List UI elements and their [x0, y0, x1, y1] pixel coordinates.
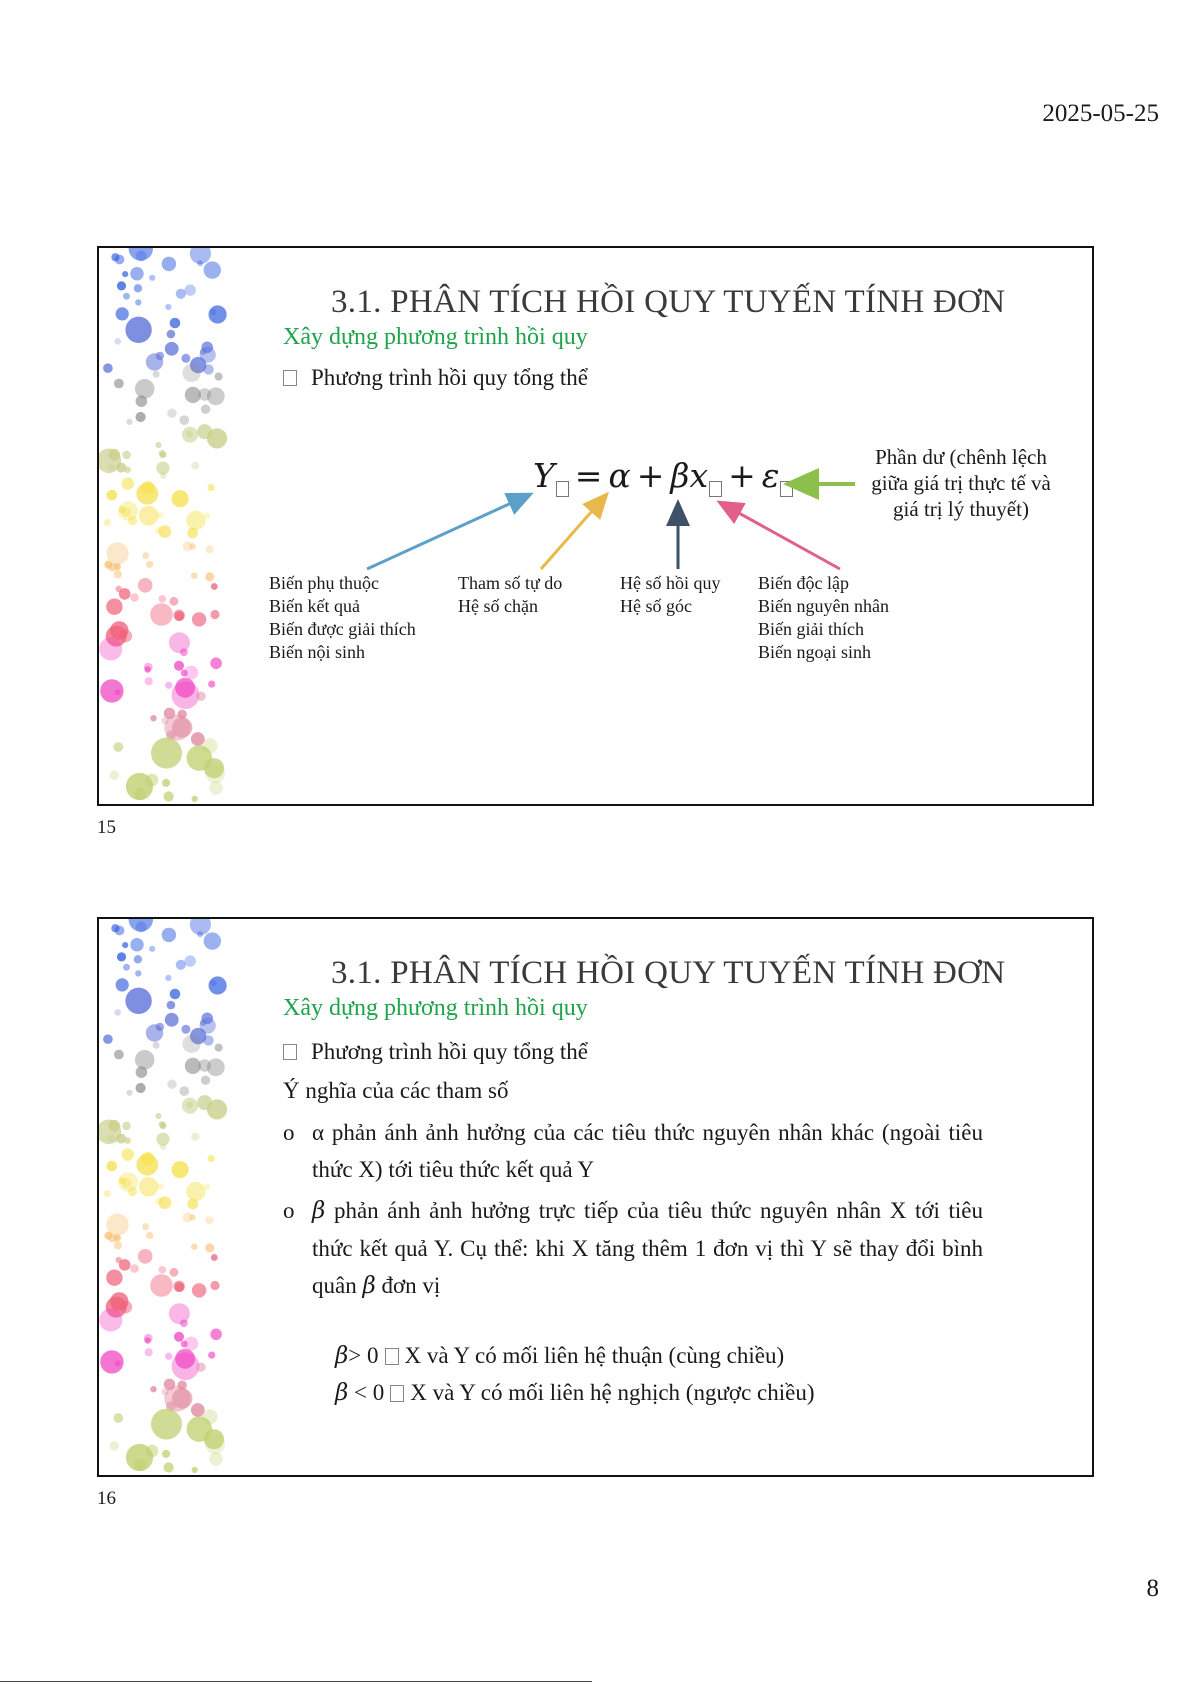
bokeh-dot: [174, 1332, 184, 1342]
bokeh-decoration: [99, 919, 249, 1477]
bokeh-dot: [208, 1155, 215, 1162]
bokeh-dot: [162, 928, 176, 942]
bokeh-dot: [129, 919, 153, 932]
bokeh-dot: [192, 1283, 206, 1297]
bokeh-dot: [186, 1102, 193, 1109]
bokeh-dot: [200, 1020, 206, 1026]
bokeh-dot: [159, 1121, 166, 1128]
bokeh-dot: [126, 1444, 153, 1471]
bokeh-dot: [99, 1308, 122, 1331]
bokeh-dot: [205, 1434, 225, 1454]
label-independent: Biến độc lập Biến nguyên nhân Biến giải thích Biến ngoại sinh: [758, 573, 889, 662]
bokeh-dot: [165, 975, 171, 981]
bokeh-dot: [210, 1329, 222, 1341]
annotation-arrows: [99, 248, 1094, 806]
bokeh-dot: [123, 964, 130, 971]
bokeh-dot: [181, 1341, 188, 1348]
bokeh-dot: [198, 1059, 211, 1072]
bokeh-dot: [114, 1050, 124, 1060]
bokeh-dot: [114, 1009, 121, 1016]
slide-title: 3.1. PHÂN TÍCH HỒI QUY TUYẾN TÍNH ĐƠN: [331, 955, 1006, 991]
bokeh-dot: [170, 989, 181, 1000]
bokeh-dot: [114, 1234, 121, 1241]
footer-rule: [0, 1681, 592, 1682]
bokeh-dot: [186, 1182, 205, 1201]
bokeh-dot: [191, 1133, 199, 1141]
bokeh-dot: [100, 1350, 123, 1373]
bokeh-dot: [144, 1334, 153, 1343]
residual-note: Phần dư (chênh lệch giữa giá trị thực tế và giá trị lý thuyết): [871, 445, 1051, 521]
arrow-independent: [719, 502, 840, 569]
bokeh-dot: [149, 946, 155, 952]
bokeh-dot: [209, 976, 227, 994]
bokeh-dot: [215, 1044, 223, 1052]
bokeh-dot: [138, 1249, 153, 1264]
bokeh-dot: [110, 1441, 119, 1450]
bokeh-dot: [135, 1050, 155, 1070]
bokeh-dot: [136, 1083, 146, 1093]
bokeh-dot: [205, 1243, 214, 1252]
params-heading: Ý nghĩa của các tham số: [283, 1078, 509, 1103]
bullet-item: Phương trình hồi quy tổng thể: [283, 1039, 588, 1065]
bokeh-dot: [103, 1034, 113, 1044]
bokeh-dot: [176, 960, 186, 970]
slide-number: 15: [97, 817, 116, 838]
bokeh-dot: [172, 1388, 192, 1408]
bokeh-dot: [192, 1467, 198, 1473]
regression-equation: Y = α + βx + ε: [533, 456, 793, 497]
bokeh-dot: [125, 988, 151, 1014]
bokeh-dot: [122, 942, 128, 948]
bokeh-dot: [116, 978, 129, 991]
bokeh-dot: [146, 1232, 153, 1239]
bokeh-dot: [204, 932, 221, 949]
bokeh-dot: [150, 1274, 173, 1297]
bokeh-dot: [189, 1214, 195, 1220]
bokeh-dot: [181, 1025, 190, 1034]
condition-negative: β < 0 X và Y có mối liên hệ nghịch (ngược chiều): [335, 1380, 815, 1406]
bokeh-dot: [136, 1154, 158, 1176]
bokeh-dot: [150, 1386, 156, 1392]
bokeh-dot: [114, 1241, 122, 1249]
bokeh-dot: [130, 1264, 139, 1273]
bokeh-dot: [155, 1197, 163, 1205]
slide-subtitle: Xây dựng phương trình hồi quy: [283, 324, 588, 350]
bokeh-dot: [208, 1352, 215, 1359]
bokeh-dot: [167, 1001, 176, 1010]
bokeh-dot: [191, 1243, 198, 1250]
bokeh-dot: [165, 1353, 172, 1360]
bokeh-dot: [173, 1281, 184, 1292]
page-date: 2025-05-25: [1042, 100, 1159, 127]
condition-positive: β> 0 X và Y có mối liên hệ thuận (cùng chiều): [335, 1343, 785, 1369]
bokeh-dot: [126, 1090, 132, 1096]
bokeh-dot: [106, 1270, 122, 1286]
bokeh-dot: [122, 1122, 131, 1131]
slide-title: 3.1. PHÂN TÍCH HỒI QUY TUYẾN TÍNH ĐƠN: [331, 284, 1006, 320]
slide-number: 16: [97, 1488, 116, 1509]
bokeh-dot: [179, 1086, 189, 1096]
bokeh-dot: [170, 1268, 179, 1277]
bokeh-dot: [210, 980, 216, 986]
bokeh-dot: [119, 1177, 126, 1184]
bokeh-dot: [117, 952, 126, 961]
bokeh-dot: [151, 1409, 182, 1440]
bokeh-dot: [159, 1266, 167, 1274]
bullet-item: Phương trình hồi quy tổng thể: [283, 365, 588, 391]
label-dependent: Biến phụ thuộc Biến kết quả Biến được giải thích Biến nội sinh: [269, 573, 416, 662]
slide-16: [97, 917, 1094, 1477]
bokeh-dot: [106, 1213, 128, 1235]
bokeh-dot: [130, 938, 143, 951]
point-beta: o β phản ánh ảnh hưởng trực tiếp của tiêu thức nguyên nhân X tới tiêu thức kết quả Y. Cụ thể: khi X tăng thêm 1 đơn vị thì Y sẽ thay đổi bình quân β đơn vị: [283, 1198, 984, 1299]
bokeh-dot: [210, 1281, 219, 1290]
bokeh-dot: [162, 1450, 170, 1458]
bokeh-dot: [185, 955, 196, 966]
bokeh-dot: [119, 1301, 132, 1314]
bokeh-dot: [153, 1042, 160, 1049]
label-intercept: Tham số tự do Hệ số chặn: [458, 573, 563, 616]
bokeh-dot: [172, 1161, 189, 1178]
arrow-intercept: [541, 494, 607, 569]
point-alpha: o α phản ánh ảnh hưởng của các tiêu thức nguyên nhân khác (ngoài tiêu thức X) tới tiêu thức kết quả Y: [283, 1120, 984, 1182]
bokeh-dot: [211, 1254, 218, 1261]
bokeh-dot: [139, 1177, 159, 1197]
bokeh-dot: [146, 1024, 163, 1041]
arrow-dependent: [367, 494, 531, 569]
bokeh-dot: [165, 1013, 179, 1027]
bokeh-dot: [155, 1113, 161, 1119]
bokeh-dot: [183, 1035, 201, 1053]
bokeh-dot: [190, 919, 211, 935]
bokeh-dot: [104, 1190, 111, 1197]
bokeh-dot: [169, 1303, 190, 1324]
bokeh-dot: [142, 1223, 149, 1230]
bokeh-dot: [107, 1161, 118, 1172]
bokeh-dot: [164, 1379, 175, 1390]
bokeh-dot: [157, 1183, 163, 1189]
slide-15: [97, 246, 1094, 806]
bokeh-dot: [156, 1133, 169, 1146]
slide-subtitle: Xây dựng phương trình hồi quy: [283, 995, 588, 1021]
bokeh-dot: [197, 1095, 212, 1110]
bokeh-dot: [164, 1462, 174, 1472]
bokeh-dot: [201, 1076, 210, 1085]
bokeh-dot: [191, 1403, 205, 1417]
bullet-box-icon: [283, 1044, 297, 1060]
bokeh-dot: [175, 1349, 195, 1369]
bokeh-dot: [134, 955, 142, 963]
bokeh-dot: [167, 1080, 176, 1089]
bokeh-dot: [205, 1216, 213, 1224]
bokeh-dot: [111, 924, 119, 932]
label-slope: Hệ số hồi quy Hệ số góc: [620, 573, 721, 616]
bokeh-dot: [135, 970, 141, 976]
bokeh-dot: [119, 1259, 131, 1271]
bokeh-dot: [196, 1363, 205, 1372]
page-number: 8: [1146, 1575, 1159, 1602]
bokeh-dot: [122, 1148, 134, 1160]
bokeh-dot: [113, 1413, 123, 1423]
bokeh-dot: [145, 1348, 153, 1356]
